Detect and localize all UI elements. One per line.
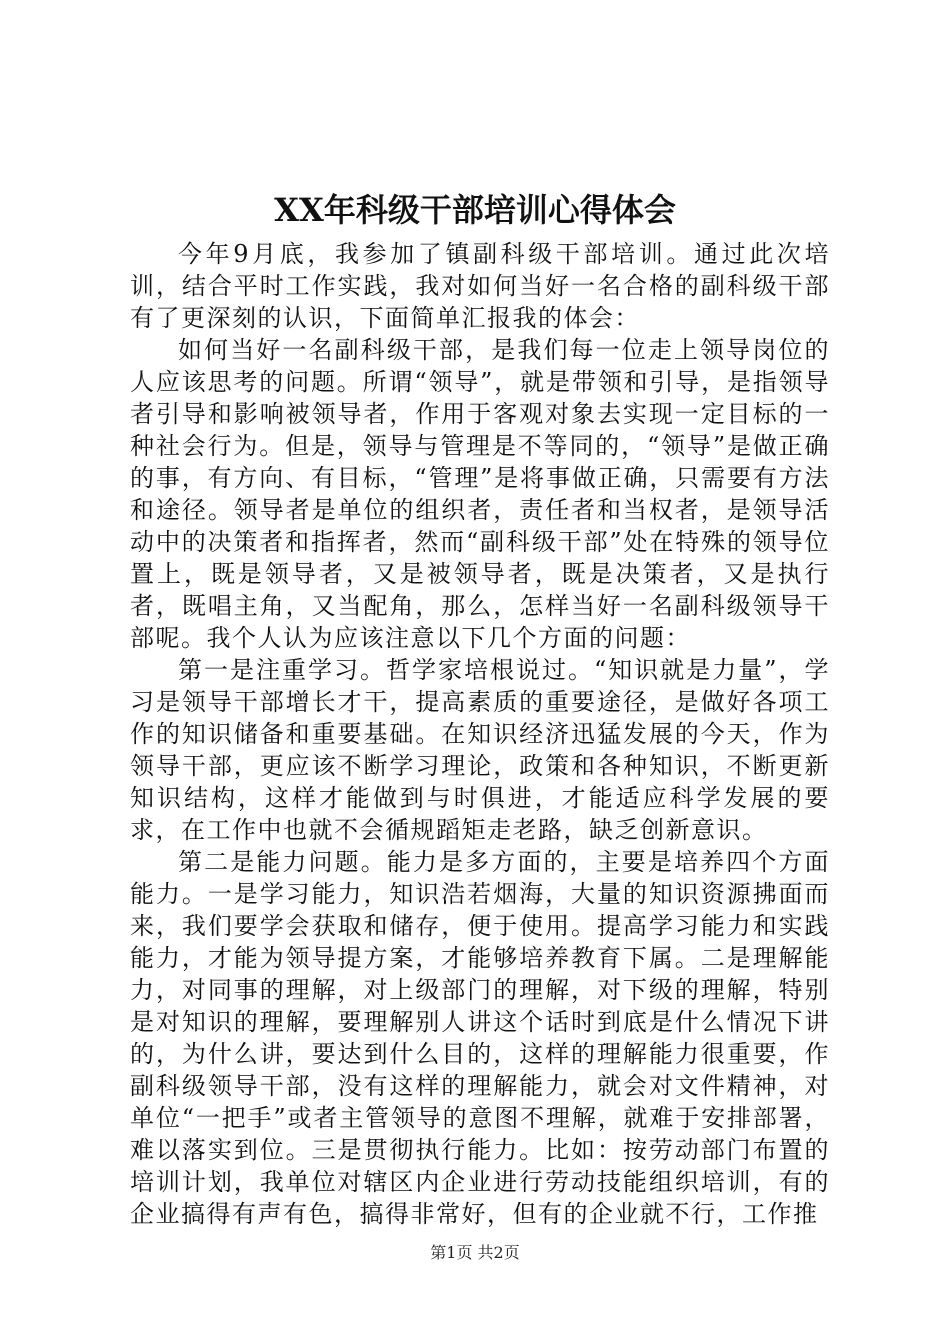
paragraph: 第二是能力问题。能力是多方面的，主要是培养四个方面能力。一是学习能力，知识浩若烟海，大量的知识资源拂面而来，我们要学会获取和储存，便于使用。提高学习能力和实践能力，才能为领导提方案，才能够培养教育下属。二是理解能力，对同事的理解，对上级部门的理解，对下级的理解，特别是对知识的理解，要理解别人讲这个话时到底是什么情况下讲的，为什么讲，要达到什么目的，这样的理解能力很重要，作副科级领导干部，没有这样的理解能力，就会对文件精神，对单位“一把手”或者主管领导的意图不理解，就难于安排部署，难以落实到位。三是贯彻执行能力。比如：按劳动部门布置的培训计划，我单位对辖区内企业进行劳动技能组织培训，有的企业搞得有声有色，搞得非常好，但有的企业就不行，工作推	[130, 848, 830, 1228]
document-title: XX年科级干部培训心得体会	[274, 191, 676, 229]
paragraph: 如何当好一名副科级干部，是我们每一位走上领导岗位的人应该思考的问题。所谓“领导”，就是带领和引导，是指领导者引导和影响被领导者，作用于客观对象去实现一定目标的一种社会行为。但是，领导与管理是不等同的，“领导”是做正确的事，有方向、有目标，“管理”是将事做正确，只需要有方法和途径。领导者是单位的组织者，责任者和当权者，是领导活动中的决策者和指挥者，然而“副科级干部”处在特殊的领导位置上，既是领导者，又是被领导者，既是决策者，又是执行者，既唱主角，又当配角，那么，怎样当好一名副科级领导干部呢。我个人认为应该注意以下几个方面的问题：	[130, 336, 830, 652]
paragraph: 今年9月底，我参加了镇副科级干部培训。通过此次培训，结合平时工作实践，我对如何当好一名合格的副科级干部有了更深刻的认识，下面简单汇报我的体会：	[130, 240, 830, 332]
paragraph: 第一是注重学习。哲学家培根说过。“知识就是力量”，学习是领导干部增长才干，提高素质的重要途径，是做好各项工作的知识储备和重要基础。在知识经济迅猛发展的今天，作为领导干部，更应该不断学习理论，政策和各种知识，不断更新知识结构，这样才能做到与时俱进，才能适应科学发展的要求，在工作中也就不会循规蹈矩走老路，缺乏创新意识。	[130, 656, 830, 844]
page-number-footer: 第1页 共2页	[430, 1243, 520, 1262]
document-body	[130, 238, 830, 1230]
